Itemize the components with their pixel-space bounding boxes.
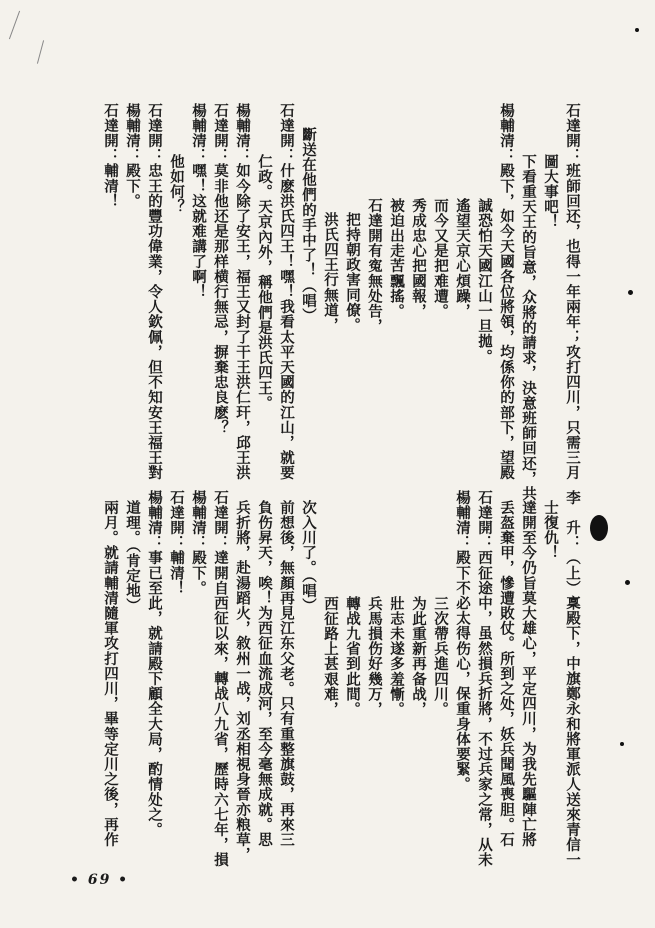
verse-line: 誠恐怕天國江山一旦拋。 bbox=[476, 198, 493, 365]
script-line: 負伤昇天，唉！为西征血流成河，至今毫無成就。思 bbox=[256, 500, 273, 848]
script-line: 前想後，無顏再見江东父老。只有重整旗鼓，再來三 bbox=[278, 500, 295, 848]
script-line: 石達開：西征途中，虽然損兵折將，不过兵家之常，从未 bbox=[476, 490, 493, 868]
verse-line: 把持朝政害同僚。 bbox=[344, 212, 361, 333]
script-line: 道理。（肯定地） bbox=[124, 500, 141, 614]
script-line: 石達開：莫非他还是那样横行無忌，摒棄忠良麽？ bbox=[212, 103, 229, 436]
script-line: 他如何？ bbox=[168, 154, 185, 215]
script-line: 下看重天王的旨意，众將的請求，決意班師回还，共 bbox=[520, 154, 537, 502]
script-line: 次入川了。（唱） bbox=[300, 500, 317, 614]
scan-dot bbox=[620, 742, 624, 746]
script-line: 兩月。就請輔清隨軍攻打四川，畢等定川之後，再作 bbox=[102, 500, 119, 848]
script-line: 楊輔清：事已至此，就請殿下顧全大局，酌情处之。 bbox=[146, 490, 163, 838]
script-line: 石達開：達開自西征以來，轉战八九省，歷時六七年，損 bbox=[212, 490, 229, 868]
verse-line: 轉战九省到此間。 bbox=[344, 596, 361, 717]
script-line: 楊輔清：殿下。 bbox=[190, 490, 207, 596]
script-line: 石達開：班師回还，也得一年兩年；攻打四川，只需三月 bbox=[564, 103, 581, 481]
verse-line: 兵馬損伤好幾万， bbox=[366, 596, 383, 717]
script-line: 楊輔清：嘿！这就难講了啊！ bbox=[190, 103, 207, 300]
scan-mark bbox=[9, 11, 20, 40]
script-line: 士復仇！ bbox=[542, 500, 559, 561]
scan-dot bbox=[590, 515, 608, 541]
scan-dot bbox=[635, 28, 639, 32]
script-line: 丢盔棄甲，慘遭敗仗。所到之处，妖兵聞風喪胆。石 bbox=[498, 500, 515, 848]
scan-mark bbox=[37, 40, 44, 63]
verse-line: 壯志未遂多羞慚。 bbox=[388, 596, 405, 717]
verse-line: 被迫出走苦飄搖。 bbox=[388, 198, 405, 319]
script-line: 石達開：輔清！ bbox=[102, 103, 119, 209]
script-line: 仁政。天京內外，稱他們是洪氏四王。 bbox=[256, 154, 273, 411]
verse-line: 三次帶兵進四川。 bbox=[432, 596, 449, 717]
verse-line: 秀成忠心把國報， bbox=[410, 198, 427, 319]
script-line: 斷送在他們的手中了！（唱） bbox=[300, 127, 317, 324]
script-line: 石達開：輔清！ bbox=[168, 490, 185, 596]
scan-dot bbox=[628, 290, 633, 295]
verse-line: 西征路上甚艰难， bbox=[322, 596, 339, 717]
script-line: 李 升：（上）稟殿下，中旗鄭永和將軍派人送來青信一 bbox=[564, 490, 581, 868]
script-line: 楊輔清：如今除了安王，福王又封了干王洪仁玕，邱王洪 bbox=[234, 103, 251, 481]
script-line: 楊輔清：殿下，如今天國各位將領，均係你的部下，望殿 bbox=[498, 103, 515, 481]
script-line: 楊輔清：殿下不必太得伤心，保重身体要緊。 bbox=[454, 490, 471, 792]
script-line: 石達開：忠王的豐功偉業，令人欽佩，但不知安王福王對 bbox=[146, 103, 163, 481]
script-line: 石達開：什麽洪氏四王！嘿！我看太平天國的江山，就要 bbox=[278, 103, 295, 481]
page-number: • 69 • bbox=[70, 872, 130, 888]
verse-line: 为此重新再备战， bbox=[410, 596, 427, 717]
verse-line: 而今又是把难遭。 bbox=[432, 198, 449, 319]
verse-line: 石達開有寃無处告， bbox=[366, 198, 383, 334]
script-line: 楊輔清：殿下。 bbox=[124, 103, 141, 209]
script-line: 兵折將，赴湯蹈火，敘州一战，刘丞相視身晉亦粮草， bbox=[234, 500, 251, 863]
script-line: 圖大事吧！ bbox=[542, 154, 559, 230]
verse-line: 遙望天京心煩躁， bbox=[454, 198, 471, 319]
script-line: 達開至今仍旨莫大雄心，平定四川，为我先驅陣亡將 bbox=[520, 500, 537, 848]
verse-line: 洪氏四王行無道， bbox=[322, 212, 339, 333]
scan-dot bbox=[625, 580, 630, 585]
